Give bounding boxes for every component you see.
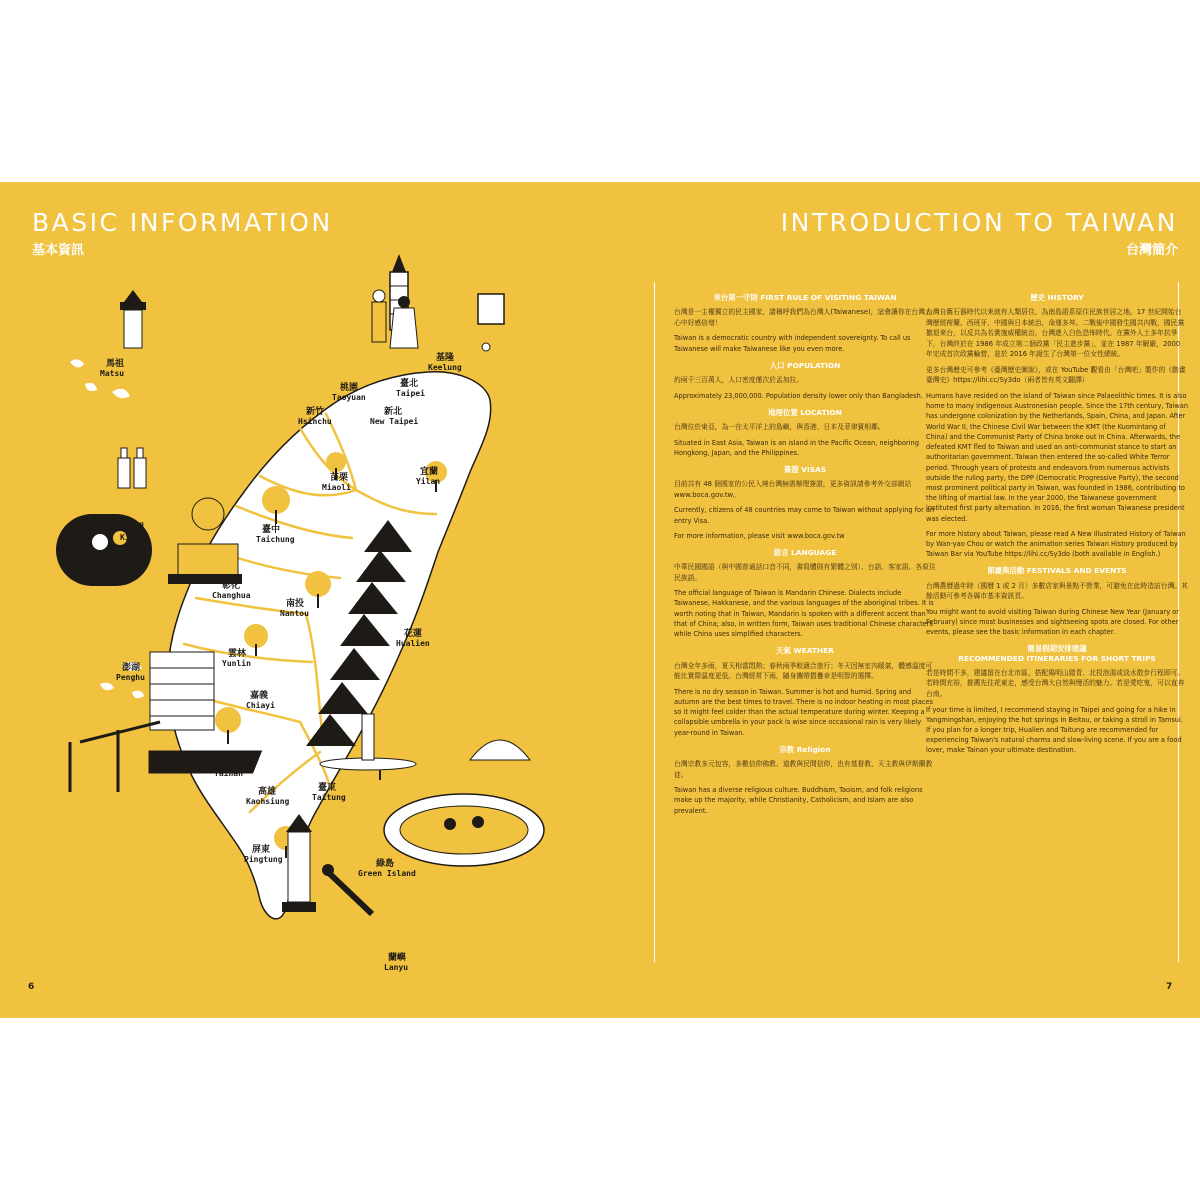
map-label-cn: 新北 bbox=[384, 407, 403, 417]
map-label-cn: 嘉義 bbox=[250, 691, 269, 701]
section-heading: 天氣 WEATHER bbox=[776, 646, 834, 656]
info-section bbox=[674, 361, 936, 401]
section-heading: 簽證 VISAS bbox=[783, 464, 827, 474]
section-paragraph: 台灣位於東亞，為一在太平洋上的島嶼，與香港、日本及菲律賓相鄰。 bbox=[674, 423, 885, 431]
map-label-en: New Taipei bbox=[370, 417, 419, 426]
section-paragraph: For more history about Taiwan, please read A New Illustrated History of Taiwan by Wan-yao Chou or watch the animation series Taiwan History produced by Taiwan Bar via YouTube https://lihi.cc/Sy3do (both available in English.) bbox=[926, 529, 1186, 559]
info-section bbox=[674, 293, 936, 354]
section-heading: 來台第一守則 FIRST RULE OF VISITING TAIWAN bbox=[713, 293, 897, 302]
map-label-en: Taoyuan bbox=[332, 393, 366, 402]
brochure-spread bbox=[0, 182, 1200, 1018]
map-label-cn: 金門 bbox=[126, 523, 145, 533]
sky-lantern-icon bbox=[478, 294, 504, 351]
section-heading: 節慶與活動 FESTIVALS AND EVENTS bbox=[987, 566, 1127, 576]
map-label-cn: 宜蘭 bbox=[420, 467, 439, 477]
map-label-en: Hualien bbox=[396, 639, 430, 648]
map-label-cn: 花蓮 bbox=[404, 629, 423, 639]
map-label-en: Kaohsiung bbox=[246, 797, 290, 806]
section-heading: 人口 POPULATION bbox=[769, 360, 841, 370]
info-section bbox=[674, 465, 936, 541]
section-paragraph: 約兩千三百萬人，人口密度僅次於孟加拉。 bbox=[674, 376, 804, 384]
map-label-cn: 屏東 bbox=[252, 845, 271, 855]
map-label-en: Taichung bbox=[256, 535, 295, 544]
map-label-cn: 澎湖 bbox=[122, 663, 141, 673]
map-label-cn: 綠島 bbox=[376, 859, 395, 869]
section-paragraph: 台灣農曆過年時（國曆 1 或 2 月）多數店家與景點不營業，可避免在此時造訪台灣。其餘活動可參考各縣市基本資訊頁。 bbox=[926, 581, 1188, 601]
section-heading: 地理位置 LOCATION bbox=[768, 407, 842, 417]
section-paragraph: 中華民國國語（與中國普通話口音不同，書寫體則有繁體之別）、台語、客家語、各原住民族語。 bbox=[674, 563, 936, 582]
map-label-en: Tainan bbox=[214, 769, 243, 778]
section-heading: 簡易假期安排建議 RECOMMENDED ITINERARIES FOR SHORT TRIPS bbox=[958, 644, 1156, 663]
map-label-cn: 桃園 bbox=[340, 383, 359, 393]
map-label-en: Taipei bbox=[396, 389, 425, 398]
map-label-en: Green Island bbox=[358, 869, 416, 878]
section-paragraph: 台灣自舊石器時代以來就有人類居住，為南島語系原住民族世居之地。17 世紀開始台灣歷經荷蘭、西班牙、中國與日本統治，命運多舛。二戰後中國發生國共內戰，國民黨撤退來台，以反共為名實施威權統治，台灣進入白色恐怖時代。在黨外人士多年抗爭下，台灣終於在 1986 年成立第二個政黨「民主進步黨」，並在 1987 年解嚴，2000 年完成首次政黨輪替，並於 2016 年誕生了台灣第一位女性總統。 bbox=[926, 308, 1185, 359]
kaoliang-bottles-icon bbox=[118, 448, 146, 488]
page-number-left: 6 bbox=[28, 982, 35, 992]
map-label-cn: 臺南 bbox=[220, 759, 239, 769]
left-page-title: BASIC INFORMATION bbox=[32, 208, 333, 237]
map-label-en: Penghu bbox=[116, 673, 145, 682]
info-section bbox=[926, 566, 1188, 637]
map-label-cn: 臺中 bbox=[262, 525, 281, 535]
map-label-en: Kinmen bbox=[120, 533, 149, 542]
section-paragraph: You might want to avoid visiting Taiwan during Chinese New Year (January or February) since most businesses and sightseeing spots are closed. For other events, please see the basic information in each chapter. bbox=[926, 607, 1180, 637]
section-paragraph: Humans have resided on the island of Taiwan since Palaeolithic times. It is also home to many indigenous Austronesian people. Since the 17th century, Taiwan has undergone colonization by the Netherlands, Spain, China, and Japan. After World War II, the Chinese Civil War between the KMT (the Kuomintang of China) and the Communist Party of China broke out in China. Afterwards, the defeated KMT fled to Taiwan and used an anti-communist stance to start an authoritarian government. Taiwan then entered the so-called White Terror period. Through years of protests and endeavors from numerous activists outside the ruling party, the DPP (Democratic Progressive Party), the second most prominent political party in Taiwan, was founded in 1986, contributing to the lifting of martial law. In the year 2000, the Taiwanese government instituted first party alternation. In 2016, the first woman Taiwanese president was elected. bbox=[926, 391, 1188, 523]
map-label-en: Hsinchu bbox=[298, 417, 332, 426]
info-section bbox=[674, 548, 936, 639]
map-label-en: Matsu bbox=[100, 369, 125, 378]
section-paragraph: For more information, please visit www.boca.gov.tw bbox=[674, 531, 845, 540]
map-label-en: Pingtung bbox=[244, 855, 283, 864]
right-page-title: INTRODUCTION TO TAIWAN bbox=[780, 208, 1178, 237]
section-paragraph: 若是時間不多，建議留在台北市區，搭配陽明山踏青、北投泡湯或淡水散步行程即可。若時間充裕，推薦先往花東走，感受台灣大自然與慢活的魅力。若是愛吃鬼，可以直奔台南。 bbox=[926, 668, 1185, 698]
section-paragraph: Currently, citizens of 48 countries may come to Taiwan without applying for an entry Visa. bbox=[674, 506, 935, 525]
tainan-buildings-icon bbox=[150, 652, 214, 730]
map-label-cn: 南投 bbox=[286, 599, 305, 609]
section-paragraph: Taiwan has a diverse religious culture. Buddhism, Taoism, and folk religions make up the majority, while Christianity, Catholicism, and Islam are also prevalent. bbox=[674, 786, 923, 815]
info-section bbox=[926, 644, 1188, 755]
section-heading: 宗教 Religion bbox=[779, 744, 831, 754]
info-section bbox=[674, 408, 936, 458]
section-paragraph: 台灣全年多雨，夏天相當悶熱；春秋兩季較適合旅行；冬天因無室內暖氣，體感溫度可能比實際溫度更低。台灣經常下雨，隨身攜帶摺疊傘是明智的選擇。 bbox=[674, 661, 933, 681]
right-page-subtitle: 台灣簡介 bbox=[1125, 243, 1178, 258]
map-label-cn: 新竹 bbox=[306, 407, 325, 417]
section-heading: 語言 LANGUAGE bbox=[773, 547, 837, 557]
map-label-cn: 高雄 bbox=[258, 787, 277, 797]
lighthouse-icon bbox=[120, 290, 146, 348]
hot-spring-pool-icon bbox=[384, 794, 544, 866]
info-section bbox=[674, 745, 936, 816]
map-label-cn: 臺北 bbox=[400, 379, 419, 389]
section-paragraph: Situated in East Asia, Taiwan is an island in the Pacific Ocean, neighboring Hongkong, Japan, and the Philippines. bbox=[674, 438, 919, 457]
map-label-en: Miaoli bbox=[322, 483, 351, 492]
map-label-cn: 苗栗 bbox=[330, 473, 349, 483]
map-label-en: Yunlin bbox=[222, 659, 251, 668]
map-label-en: Lanyu bbox=[384, 963, 409, 972]
map-label-en: Keelung bbox=[428, 363, 462, 372]
map-label-cn: 臺東 bbox=[318, 783, 337, 793]
info-section bbox=[926, 293, 1188, 559]
taiwan-map-illustration bbox=[0, 252, 600, 972]
section-paragraph: Approximately 23,000,000. Population density lower only than Bangladesh. bbox=[674, 391, 923, 400]
info-section bbox=[674, 646, 936, 737]
section-paragraph: 目前共有 48 個國家的公民入境台灣無需辦理簽證，更多資訊請參考外交部網站 www.boca.gov.tw。 bbox=[674, 480, 912, 499]
section-paragraph: 台灣是一主權獨立的民主國家，請稱呼我們為台灣人(Taiwanese)，這會讓你在台灣人心中好感倍增！ bbox=[674, 308, 932, 327]
section-paragraph: 台灣宗教多元包容，多數信仰佛教、道教與民間信仰，也有基督教、天主教與伊斯蘭教徒。 bbox=[674, 760, 933, 779]
page-number-right: 7 bbox=[1166, 982, 1173, 992]
map-label-en: Nantou bbox=[280, 609, 309, 618]
section-paragraph: There is no dry season in Taiwan. Summer is hot and humid. Spring and autumn are the best times to travel. There is no indoor heating in most places so it might feel colder than the actual temperature during winter. Keeping a collapsible umbrella in your pack is wise since occasional rain is very likely year-round in Taiwan. bbox=[674, 687, 933, 737]
section-paragraph: The official language of Taiwan is Mandarin Chinese. Dialects include Taiwanese, Hakkanese, and the various languages of the aboriginal tribes. It is worth noting that in Taiwan, Mandarin is spoken with a different accent than that of China; also, in written form, Taiwan uses traditional Chinese characters while China uses simplified characters. bbox=[674, 589, 934, 639]
content-column-1 bbox=[674, 286, 936, 976]
map-label-en: Yilan bbox=[416, 477, 441, 486]
map-label-cn: 彰化 bbox=[222, 581, 241, 591]
left-page-subtitle: 基本資訊 bbox=[32, 243, 85, 258]
map-label-en: Taitung bbox=[312, 793, 346, 802]
map-label-en: Changhua bbox=[212, 591, 251, 600]
map-label-cn: 雲林 bbox=[228, 649, 247, 659]
section-heading: 歷史 HISTORY bbox=[1030, 293, 1084, 302]
section-paragraph: Taiwan is a democratic country with independent sovereignty. To call us Taiwanese will make Taiwanese like you even more. bbox=[674, 334, 911, 353]
map-label-cn: 蘭嶼 bbox=[388, 953, 407, 963]
map-label-en: Chiayi bbox=[246, 701, 275, 710]
column-rule bbox=[654, 282, 655, 962]
section-paragraph: If your time is limited, I recommend staying in Taipei and going for a hike in Yangmingshan, enjoying the hot springs in Beitou, or taking a stroll in Tamsui. If you plan for a longer trip, Hualien and Taitung are recommended for experiencing Taiwan's natural charms and slow-living scene. If you are a food lover, make Tainan your ultimate destination. bbox=[926, 705, 1183, 755]
content-column-2 bbox=[926, 286, 1188, 976]
section-paragraph: 更多台灣歷史可參考《臺灣歷史圖說》，或在 YouTube 觀看由「台灣吧」製作的《動畫臺灣史》https://lihi.cc/Sy3do（兩者皆有英文翻譯） bbox=[926, 365, 1186, 385]
map-label-cn: 基隆 bbox=[436, 353, 455, 363]
map-label-cn: 馬祖 bbox=[106, 359, 125, 369]
sunrise-icon bbox=[470, 740, 530, 760]
